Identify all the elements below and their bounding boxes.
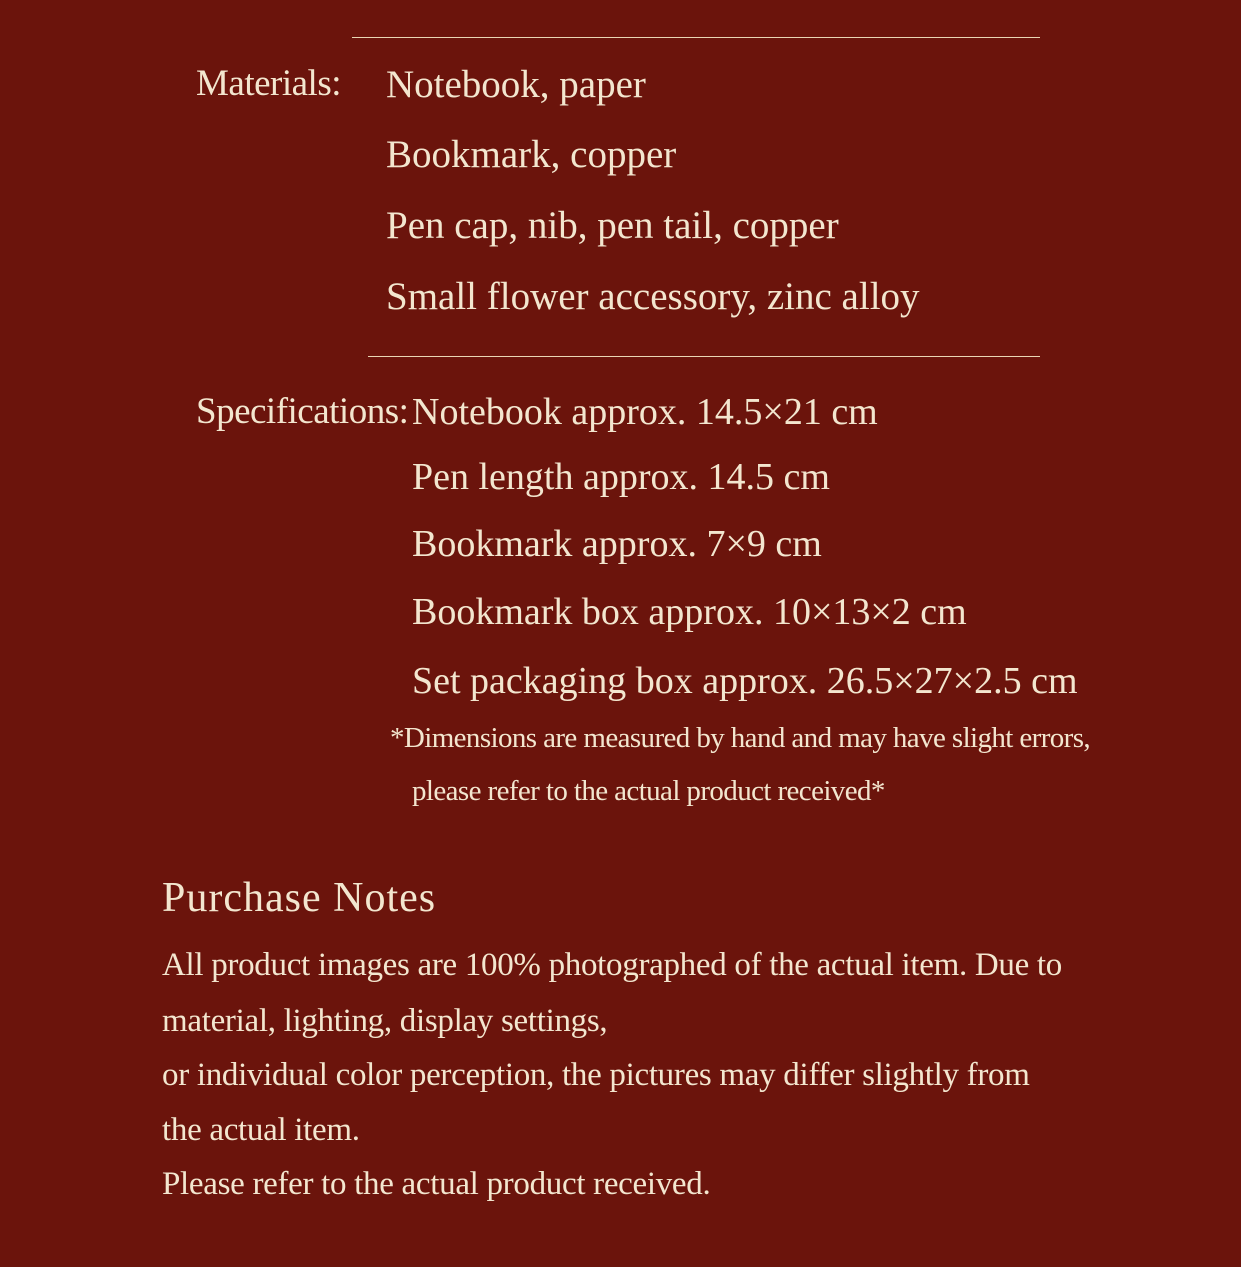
specifications-label: Specifications: <box>196 391 409 432</box>
specifications-item: Set packaging box approx. 26.5×27×2.5 cm <box>412 660 1078 702</box>
purchase-notes-line: the actual item. <box>162 1112 360 1148</box>
purchase-notes-line: material, lighting, display settings, <box>162 1003 608 1039</box>
specifications-item: Bookmark approx. 7×9 cm <box>412 523 822 565</box>
dimensions-disclaimer: *Dimensions are measured by hand and may have slight errors, <box>390 722 1091 754</box>
specifications-item: Notebook approx. 14.5×21 cm <box>412 391 878 433</box>
purchase-notes-title: Purchase Notes <box>162 875 437 921</box>
top-divider <box>352 37 1040 38</box>
purchase-notes-line: Please refer to the actual product received. <box>162 1166 711 1202</box>
dimensions-disclaimer: please refer to the actual product received* <box>412 775 885 807</box>
middle-divider <box>368 356 1040 357</box>
specifications-item: Pen length approx. 14.5 cm <box>412 456 830 498</box>
specifications-item: Bookmark box approx. 10×13×2 cm <box>412 591 967 633</box>
materials-item: Notebook, paper <box>386 63 646 106</box>
materials-item: Small flower accessory, zinc alloy <box>386 275 920 318</box>
purchase-notes-line: or individual color perception, the pictures may differ slightly from <box>162 1057 1030 1093</box>
materials-label: Materials: <box>196 63 342 104</box>
materials-item: Bookmark, copper <box>386 133 677 176</box>
purchase-notes-line: All product images are 100% photographed of the actual item. Due to <box>162 947 1062 983</box>
materials-item: Pen cap, nib, pen tail, copper <box>386 204 839 247</box>
